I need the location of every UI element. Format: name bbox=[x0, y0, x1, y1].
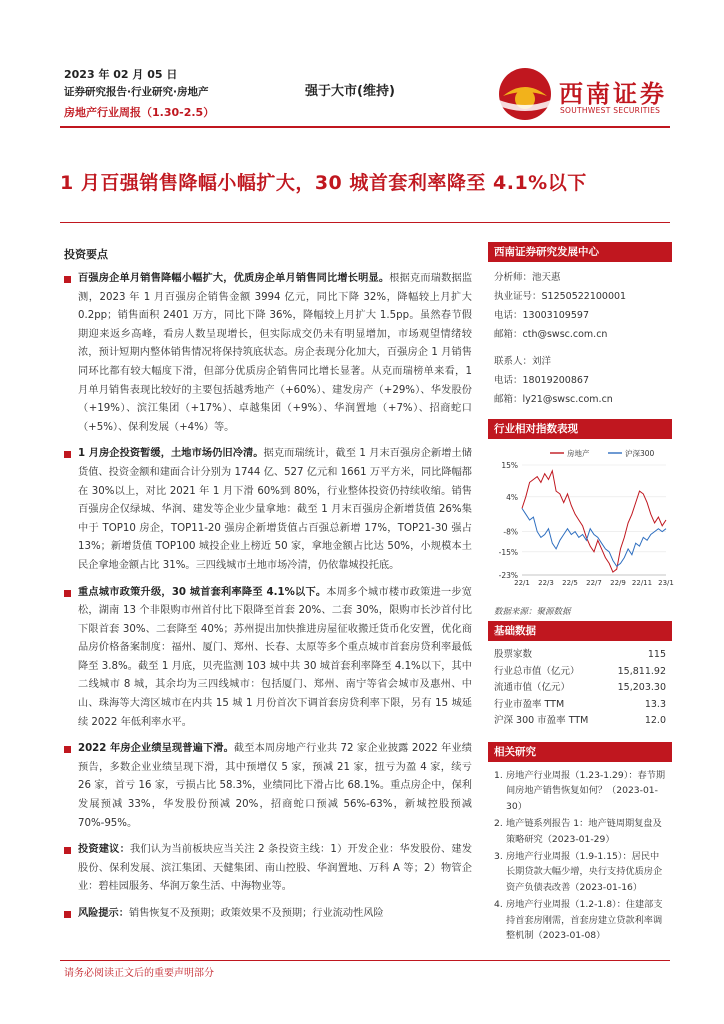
paragraph-earnings bbox=[64, 740, 472, 833]
paragraph-sales bbox=[64, 270, 472, 437]
chart-legend-label: 房地产 bbox=[567, 449, 590, 458]
paragraph-body: 我们认为当前板块应当关注 2 条投资主线：1）开发企业：华发股份、建发股份、保利发展、滨江集团、天健集团、南山控股、华润置地、万科 A 等；2）物管企业：碧桂园服务、华润万象生活、中海物业等。 bbox=[78, 844, 473, 893]
paragraph-lead: 投资建议： bbox=[78, 844, 130, 856]
stat-label: 股票家数 bbox=[494, 649, 533, 660]
chart-x-tick-label: 22/1 bbox=[514, 579, 530, 587]
chart-x-tick-label: 22/7 bbox=[586, 579, 602, 587]
analyst-phone: 电话：13003109597 bbox=[494, 310, 589, 321]
chart-source: 数据来源：聚源数据 bbox=[494, 607, 571, 617]
paragraph-lead: 百强房企单月销售降幅小幅扩大，优质房企单月销售同比增长明显。 bbox=[78, 273, 390, 284]
stat-value: 115 bbox=[647, 649, 666, 660]
stats-table bbox=[488, 641, 672, 730]
related-item[interactable] bbox=[494, 768, 666, 814]
main-content bbox=[64, 246, 472, 932]
bullet-icon bbox=[64, 590, 71, 597]
chart-x-tick-label: 23/1 bbox=[658, 579, 674, 587]
chart-x-tick-label: 22/5 bbox=[562, 579, 578, 587]
bullet-icon bbox=[64, 276, 71, 283]
analyst-info bbox=[488, 262, 672, 409]
stat-label: 行业市盈率 TTM bbox=[494, 698, 565, 710]
report-date: 2023 年 02 月 05 日 bbox=[64, 68, 178, 81]
logo-name-en: SOUTHWEST SECURITIES bbox=[560, 106, 661, 115]
chart-svg bbox=[488, 443, 672, 599]
chart-legend-label: 沪深300 bbox=[625, 449, 655, 458]
contact-email[interactable]: 邮箱：ly21@swsc.com.cn bbox=[494, 394, 613, 405]
footer-divider bbox=[60, 960, 670, 961]
company-logo bbox=[497, 66, 682, 122]
paragraph-advice bbox=[64, 841, 472, 897]
stat-row bbox=[488, 647, 672, 664]
header-divider bbox=[60, 126, 670, 128]
related-header: 相关研究 bbox=[488, 742, 672, 762]
weekly-title: 房地产行业周报（1.30-2.5） bbox=[64, 106, 215, 119]
related-num: 1. bbox=[494, 769, 503, 781]
title-divider bbox=[60, 222, 670, 223]
logo-emblem-icon bbox=[497, 66, 553, 122]
chart-series-line-hs300 bbox=[522, 508, 666, 566]
stat-value: 13.3 bbox=[644, 698, 666, 710]
bullet-icon bbox=[64, 911, 71, 918]
paragraph-body: 据克而瑞统计，截至 1 月末百强房企新增土储货值、投资金额和建面合计分别为 1744 亿、527 亿元和 1661 万平方米，同比降幅都在 30%以上，对比 2021 年 1 月下滑 60%到 80%，行业整体投资仍持续收缩。销售百强房企仅绿城、华润、建发等企业少量拿地：截至 1 月末百强房企新增货值 26%集中于 TOP10 房企，TOP11-20 强房企新增货值占百强总新增 17%，TOP21-30 强占 13%；新增货值 TOP100 城投企业上榜近 50 家，拿地金额占比达 50%，小规模本土民企拿地金额占比 31%。三四线城市土地市场冷清，仍依靠城投托底。 bbox=[78, 448, 472, 571]
sidebar bbox=[488, 242, 672, 945]
chart-y-tick-label: 4% bbox=[506, 492, 518, 502]
stat-label: 行业总市值（亿元） bbox=[494, 665, 580, 677]
analyst-email[interactable]: 邮箱：cth@swsc.com.cn bbox=[494, 329, 608, 340]
stat-row bbox=[488, 680, 672, 697]
analyst-name: 分析师：池天惠 bbox=[494, 272, 561, 283]
related-text: 房地产行业周报（1.23-1.29）：春节期间房地产销售恢复如何？（2023-01-30） bbox=[506, 769, 666, 812]
chart-x-tick-label: 22/11 bbox=[631, 579, 653, 587]
paragraph-lead: 重点城市政策升级，30 城首套利率降至 4.1%以下。 bbox=[78, 586, 327, 598]
stat-label: 沪深 300 市盈率 TTM bbox=[494, 715, 589, 727]
bullet-icon bbox=[64, 847, 71, 854]
paragraph-body: 根据克而瑞数据监测，2023 年 1 月百强房企销售金额 3994 亿元，同比下降 32%，降幅较上月扩大 0.2pp；销售面积 2401 万方，同比下降 36%，降幅较上月扩大 1.5pp。虽然春节假期迎来返乡高峰，看房人数呈现增长，但实际成交仍未有明显增加，市场观望情绪较浓，预计短期内整体销售情况将保持筑底状态。房企表现分化加大，百强房企 1 月销售同环比都有较大幅度下滑，但部分优质房企销售同比增长显著。从克而瑞榜单来看，1 月单月销售表现比较好的主要包括越秀地产（+60%）、建发房产（+29%）、华发股份（+19%）、滨江集团（+17%）、卓越集团（+9%）、华润置地（+7%）、招商蛇口（+5%）、保利发展（+4%）等。 bbox=[78, 273, 473, 433]
chart-x-tick-label: 22/3 bbox=[538, 579, 554, 587]
chart-y-tick-label: 15% bbox=[501, 461, 518, 470]
stats-header: 基础数据 bbox=[488, 621, 672, 641]
analyst-cert: 执业证号：S1250522100001 bbox=[494, 291, 627, 302]
paragraph-land bbox=[64, 445, 472, 575]
chart-x-tick-label: 22/9 bbox=[610, 579, 626, 587]
related-item[interactable] bbox=[494, 816, 666, 847]
related-item[interactable] bbox=[494, 897, 666, 943]
paragraph-lead: 风险提示： bbox=[78, 908, 129, 919]
contact-name: 联系人：刘洋 bbox=[494, 356, 552, 367]
related-num: 2. bbox=[494, 818, 503, 830]
related-text: 房地产行业周报（1.9-1.15）：居民中长期贷款大幅少增，央行支持优质房企资产负债表改善（2023-01-16） bbox=[506, 851, 663, 893]
stat-label: 流通市值（亿元） bbox=[494, 682, 571, 694]
related-text: 地产链系列报告 1：地产链周期复盘及策略研究（2023-01-29） bbox=[506, 818, 662, 845]
industry-rating: 强于大市(维持) bbox=[305, 84, 395, 99]
related-num: 3. bbox=[494, 851, 503, 862]
relative-index-chart bbox=[488, 443, 672, 599]
stat-row bbox=[488, 664, 672, 681]
related-num: 4. bbox=[494, 899, 503, 911]
stat-value: 12.0 bbox=[644, 715, 666, 727]
chart-y-tick-label: -8% bbox=[503, 527, 518, 537]
chart-header: 行业相对指数表现 bbox=[488, 419, 672, 439]
chart-y-tick-label: -23% bbox=[498, 571, 518, 580]
chart-series-line-realestate bbox=[522, 471, 666, 572]
stat-value: 15,811.92 bbox=[617, 665, 666, 677]
section-heading: 投资要点 bbox=[64, 248, 108, 261]
page-title: 1 月百强销售降幅小幅扩大，30 城首套利率降至 4.1%以下 bbox=[60, 172, 587, 194]
stat-value: 15,203.30 bbox=[617, 682, 666, 694]
paragraph-lead: 2022 年房企业绩呈现普遍下滑。 bbox=[78, 743, 234, 755]
team-header: 西南证券研究发展中心 bbox=[488, 242, 672, 262]
stat-row bbox=[488, 697, 672, 714]
related-item[interactable] bbox=[494, 849, 666, 895]
report-type: 证券研究报告·行业研究·房地产 bbox=[64, 86, 209, 98]
paragraph-body: 截至本周房地产行业共 72 家企业披露 2022 年业绩预告，多数企业业绩呈现下滑，其中预增仅 5 家，预减 21 家，扭亏为盈 4 家，续亏 26 家，首亏 16 家，亏损占比 58.3%，业绩同比下滑占比 68.1%。重点房企中，保利发展预减 33%，华发股份预减 20%，招商蛇口预减 56%-63%，新城控股预减 70%-95%。 bbox=[78, 743, 472, 829]
bullet-icon bbox=[64, 746, 71, 753]
paragraph-policy bbox=[64, 584, 472, 733]
paragraph-body: 本周多个城市楼市政策进一步宽松，湖南 13 个非限购市州首付比下限降至首套 20%、二套 30%，限购市长沙首付比下限首套 30%、二套降至 40%；苏州提出加快推进房屋征收搬迁货币化安置，优化商品房价格备案制度：福州、厦门、郑州、长春、太原等多个重点城市首套房贷利率最低降至 3.8%。截至 1 月底，贝壳监测 103 城中共 30 城首套利率降至 4.1%以下，其中二线城市 8 城，其余均为三四线城市：包括厦门、郑州、南宁等省会城市及惠州、中山、珠海等大湾区城市在内共 15 城 1 月份首次下调首套房贷利率下限，另有 15 城延续 2022 年低利率水平。 bbox=[78, 586, 472, 728]
logo-name-cn: 西南证券 bbox=[559, 79, 667, 108]
footer-disclaimer[interactable]: 请务必阅读正文后的重要声明部分 bbox=[64, 968, 214, 979]
bullet-icon bbox=[64, 451, 71, 458]
related-text: 房地产行业周报（1.2-1.8）：住建部支持首套房刚需，首套房建立贷款利率调整机制（2023-01-08） bbox=[506, 899, 663, 942]
paragraph-lead: 1 月房企投资暂缓，土地市场仍旧冷清。 bbox=[78, 448, 264, 460]
related-list bbox=[488, 762, 672, 943]
paragraph-body: 销售恢复不及预期；政策效果不及预期；行业流动性风险 bbox=[128, 908, 384, 919]
chart-y-tick-label: -15% bbox=[498, 547, 518, 557]
stat-row bbox=[488, 713, 672, 730]
contact-phone: 电话：18019200867 bbox=[494, 375, 589, 386]
paragraph-risk bbox=[64, 905, 472, 924]
